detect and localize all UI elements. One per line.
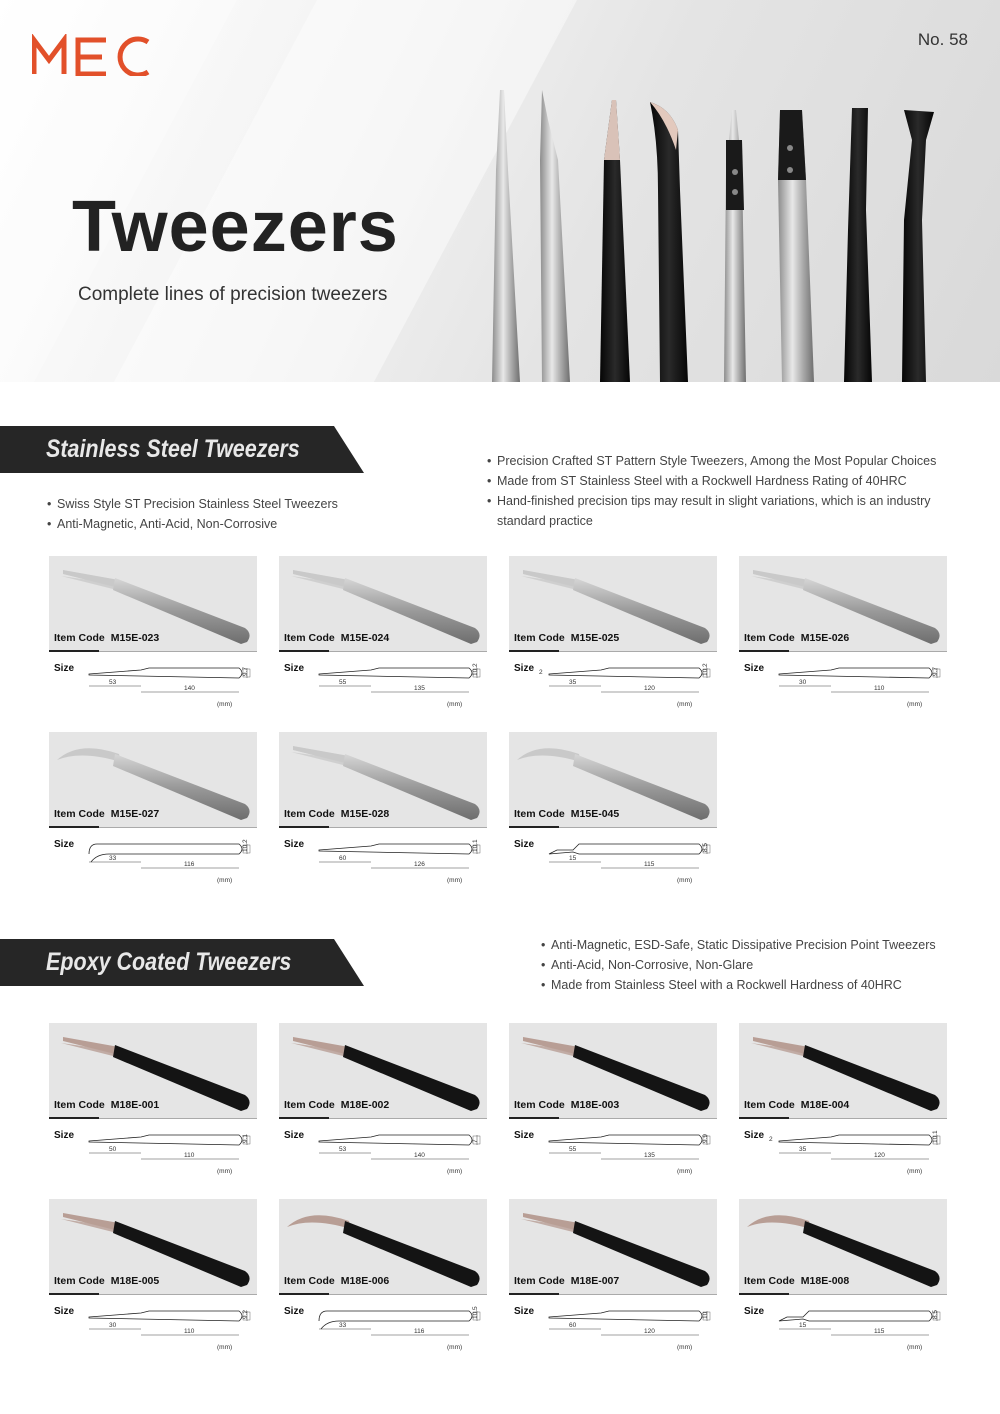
dimension-width: 10.2: [242, 839, 249, 852]
divider-accent: [739, 1117, 789, 1119]
dimension-diagram: [49, 832, 257, 902]
dimension-total-length: 110: [874, 685, 885, 692]
unit-label: (mm): [447, 877, 463, 884]
unit-label: (mm): [447, 1344, 463, 1351]
item-code-label: Item Code: [514, 1099, 565, 1111]
dimension-total-length: 120: [874, 1152, 885, 1159]
item-code-value: M18E-004: [800, 1099, 850, 1111]
dimension-width: 9.7: [242, 666, 249, 676]
item-code: [514, 632, 619, 644]
divider-accent: [49, 1117, 99, 1119]
divider-accent: [49, 1293, 99, 1295]
divider-accent: [49, 650, 99, 652]
item-code: [514, 808, 619, 820]
dimension-tip-length: 53: [109, 679, 117, 686]
dimension-tip-length: 30: [109, 1322, 117, 1329]
size-label: Size: [514, 1130, 535, 1141]
dimension-diagram: [49, 1299, 257, 1369]
dimension-width: 7: [472, 1139, 479, 1143]
item-code: [54, 808, 159, 820]
item-code-value: M15E-045: [570, 808, 620, 820]
unit-label: (mm): [217, 701, 233, 708]
dimension-tip-length: 55: [569, 1146, 577, 1153]
item-code: [54, 1099, 159, 1111]
dimension-diagram: [49, 1123, 257, 1193]
feature-item: • Anti-Magnetic, Anti-Acid, Non-Corrosive: [47, 514, 377, 534]
dimension-diagram: [509, 656, 717, 726]
size-label: Size: [514, 1306, 535, 1317]
item-code: [744, 632, 849, 644]
dimension-total-length: 120: [644, 1328, 655, 1335]
item-code-value: M15E-026: [800, 632, 850, 644]
dimension-diagram: [739, 1299, 947, 1369]
dimension-total-length: 115: [644, 861, 655, 868]
size-label: Size: [514, 663, 535, 674]
item-code-value: M15E-025: [570, 632, 620, 644]
dimension-tip-length: 30: [799, 679, 807, 686]
divider-accent: [509, 1117, 559, 1119]
item-code: [54, 1275, 159, 1287]
unit-label: (mm): [907, 701, 923, 708]
item-code: [284, 632, 389, 644]
section-header-stainless: [0, 426, 364, 473]
item-code-label: Item Code: [744, 1275, 795, 1287]
dimension-width: 9.1: [242, 1133, 249, 1143]
dimension-diagram: [279, 656, 487, 726]
item-code-label: Item Code: [284, 808, 335, 820]
dimension-diagram: [739, 656, 947, 726]
divider-accent: [279, 826, 329, 828]
item-code-value: M15E-027: [110, 808, 160, 820]
item-code-value: M18E-003: [570, 1099, 620, 1111]
size-label: Size: [54, 1130, 75, 1141]
feature-item: • Anti-Acid, Non-Corrosive, Non-Glare: [541, 955, 961, 975]
item-code-value: M15E-024: [340, 632, 390, 644]
size-label: Size: [284, 1130, 305, 1141]
feature-item: • Made from ST Stainless Steel with a Rockwell Hardness Rating of 40HRC: [487, 471, 957, 491]
size-label: Size: [284, 839, 305, 850]
dimension-tip-length: 15: [569, 855, 577, 862]
dimension-width: 10.2: [702, 663, 709, 676]
item-code-value: M15E-028: [340, 808, 390, 820]
dimension-tip-length: 55: [339, 679, 347, 686]
dimension-diagram: [509, 832, 717, 902]
feature-list: [47, 494, 377, 534]
item-code-label: Item Code: [54, 1099, 105, 1111]
unit-label: (mm): [217, 1168, 233, 1175]
dimension-tip-length: 33: [109, 855, 117, 862]
item-code-label: Item Code: [54, 632, 105, 644]
divider-accent: [509, 1293, 559, 1295]
size-label: Size: [284, 663, 305, 674]
dimension-total-length: 116: [184, 861, 195, 868]
feature-item: • Precision Crafted ST Pattern Style Tweezers, Among the Most Popular Choices: [487, 451, 957, 471]
mec-logo: [32, 34, 152, 76]
unit-label: (mm): [447, 1168, 463, 1175]
size-label: Size: [744, 663, 765, 674]
item-code-value: M18E-005: [110, 1275, 160, 1287]
dimension-width: 8.5: [932, 1309, 939, 1319]
divider-accent: [279, 1117, 329, 1119]
dimension-diagram: [279, 1299, 487, 1369]
item-code-label: Item Code: [744, 1099, 795, 1111]
item-code: [284, 808, 389, 820]
item-code-label: Item Code: [284, 1099, 335, 1111]
dimension-diagram: [509, 1299, 717, 1369]
dimension-tip-width: 2: [769, 1136, 773, 1143]
item-code-label: Item Code: [514, 632, 565, 644]
divider-accent: [509, 826, 559, 828]
dimension-tip-width: 2: [539, 669, 543, 676]
divider-accent: [739, 1293, 789, 1295]
dimension-total-length: 140: [414, 1152, 425, 1159]
item-code-label: Item Code: [284, 1275, 335, 1287]
item-code-label: Item Code: [54, 808, 105, 820]
unit-label: (mm): [677, 877, 693, 884]
size-label: Size: [54, 839, 75, 850]
dimension-width: 10.5: [472, 1306, 479, 1319]
divider-accent: [49, 826, 99, 828]
hero-banner: [0, 0, 1000, 382]
dimension-tip-length: 33: [339, 1322, 347, 1329]
dimension-tip-length: 60: [339, 855, 347, 862]
size-label: Size: [54, 663, 75, 674]
dimension-width: 9.9: [702, 1133, 709, 1143]
item-code-value: M18E-007: [570, 1275, 620, 1287]
size-label: Size: [744, 1306, 765, 1317]
unit-label: (mm): [217, 1344, 233, 1351]
divider-accent: [739, 650, 789, 652]
unit-label: (mm): [447, 701, 463, 708]
dimension-tip-length: 53: [339, 1146, 347, 1153]
dimension-total-length: 110: [184, 1328, 195, 1335]
dimension-total-length: 140: [184, 685, 195, 692]
feature-list: [487, 451, 957, 531]
dimension-tip-length: 60: [569, 1322, 577, 1329]
unit-label: (mm): [907, 1168, 923, 1175]
item-code-value: M18E-001: [110, 1099, 160, 1111]
dimension-total-length: 135: [414, 685, 425, 692]
dimension-diagram: [739, 1123, 947, 1193]
size-label: Size: [54, 1306, 75, 1317]
divider-accent: [509, 650, 559, 652]
item-code: [514, 1275, 619, 1287]
feature-item: • Swiss Style ST Precision Stainless Steel Tweezers: [47, 494, 377, 514]
dimension-diagram: [49, 656, 257, 726]
dimension-width: 10.2: [472, 663, 479, 676]
page-number: No. 58: [917, 30, 968, 49]
feature-item: • Anti-Magnetic, ESD-Safe, Static Dissipative Precision Point Tweezers: [541, 935, 961, 955]
dimension-width: 10.1: [472, 839, 479, 852]
item-code: [744, 1275, 849, 1287]
item-code-label: Item Code: [514, 1275, 565, 1287]
divider-accent: [279, 1293, 329, 1295]
dimension-tip-length: 35: [799, 1146, 807, 1153]
item-code-value: M18E-006: [340, 1275, 390, 1287]
unit-label: (mm): [907, 1344, 923, 1351]
size-label: Size: [284, 1306, 305, 1317]
dimension-width: 10.1: [932, 1130, 939, 1143]
item-code-label: Item Code: [284, 632, 335, 644]
dimension-total-length: 120: [644, 685, 655, 692]
dimension-width: 10: [702, 1311, 709, 1319]
item-code: [284, 1099, 389, 1111]
unit-label: (mm): [677, 1344, 693, 1351]
size-label: Size: [514, 839, 535, 850]
page-title: Tweezers: [72, 187, 399, 267]
dimension-tip-length: 35: [569, 679, 577, 686]
dimension-diagram: [279, 1123, 487, 1193]
item-code-label: Item Code: [54, 1275, 105, 1287]
dimension-tip-length: 15: [799, 1322, 807, 1329]
dimension-width: 8.5: [702, 842, 709, 852]
unit-label: (mm): [677, 1168, 693, 1175]
dimension-diagram: [509, 1123, 717, 1193]
dimension-tip-length: 50: [109, 1146, 117, 1153]
dimension-total-length: 110: [184, 1152, 195, 1159]
dimension-total-length: 126: [414, 861, 425, 868]
unit-label: (mm): [677, 701, 693, 708]
dimension-total-length: 115: [874, 1328, 885, 1335]
item-code: [284, 1275, 389, 1287]
page-subtitle: Complete lines of precision tweezers: [78, 284, 388, 305]
section-title: Epoxy Coated Tweezers: [46, 948, 292, 976]
dimension-total-length: 135: [644, 1152, 655, 1159]
item-code: [514, 1099, 619, 1111]
item-code: [744, 1099, 849, 1111]
dimension-width: 9.2: [242, 1309, 249, 1319]
size-label: Size: [744, 1130, 765, 1141]
item-code-label: Item Code: [514, 808, 565, 820]
dimension-diagram: [279, 832, 487, 902]
feature-item: • Hand-finished precision tips may result in slight variations, which is an industry standard practice: [487, 491, 957, 531]
dimension-total-length: 116: [414, 1328, 425, 1335]
item-code-label: Item Code: [744, 632, 795, 644]
item-code-value: M18E-002: [340, 1099, 390, 1111]
feature-item: • Made from Stainless Steel with a Rockwell Hardness of 40HRC: [541, 975, 961, 995]
section-header-epoxy: [0, 939, 364, 986]
item-code: [54, 632, 159, 644]
item-code-value: M18E-008: [800, 1275, 850, 1287]
section-title: Stainless Steel Tweezers: [46, 435, 300, 463]
feature-list: [541, 935, 961, 995]
item-code-value: M15E-023: [110, 632, 160, 644]
unit-label: (mm): [217, 877, 233, 884]
divider-accent: [279, 650, 329, 652]
tweezers-hero-image: [480, 80, 1000, 382]
dimension-width: 9.7: [932, 666, 939, 676]
